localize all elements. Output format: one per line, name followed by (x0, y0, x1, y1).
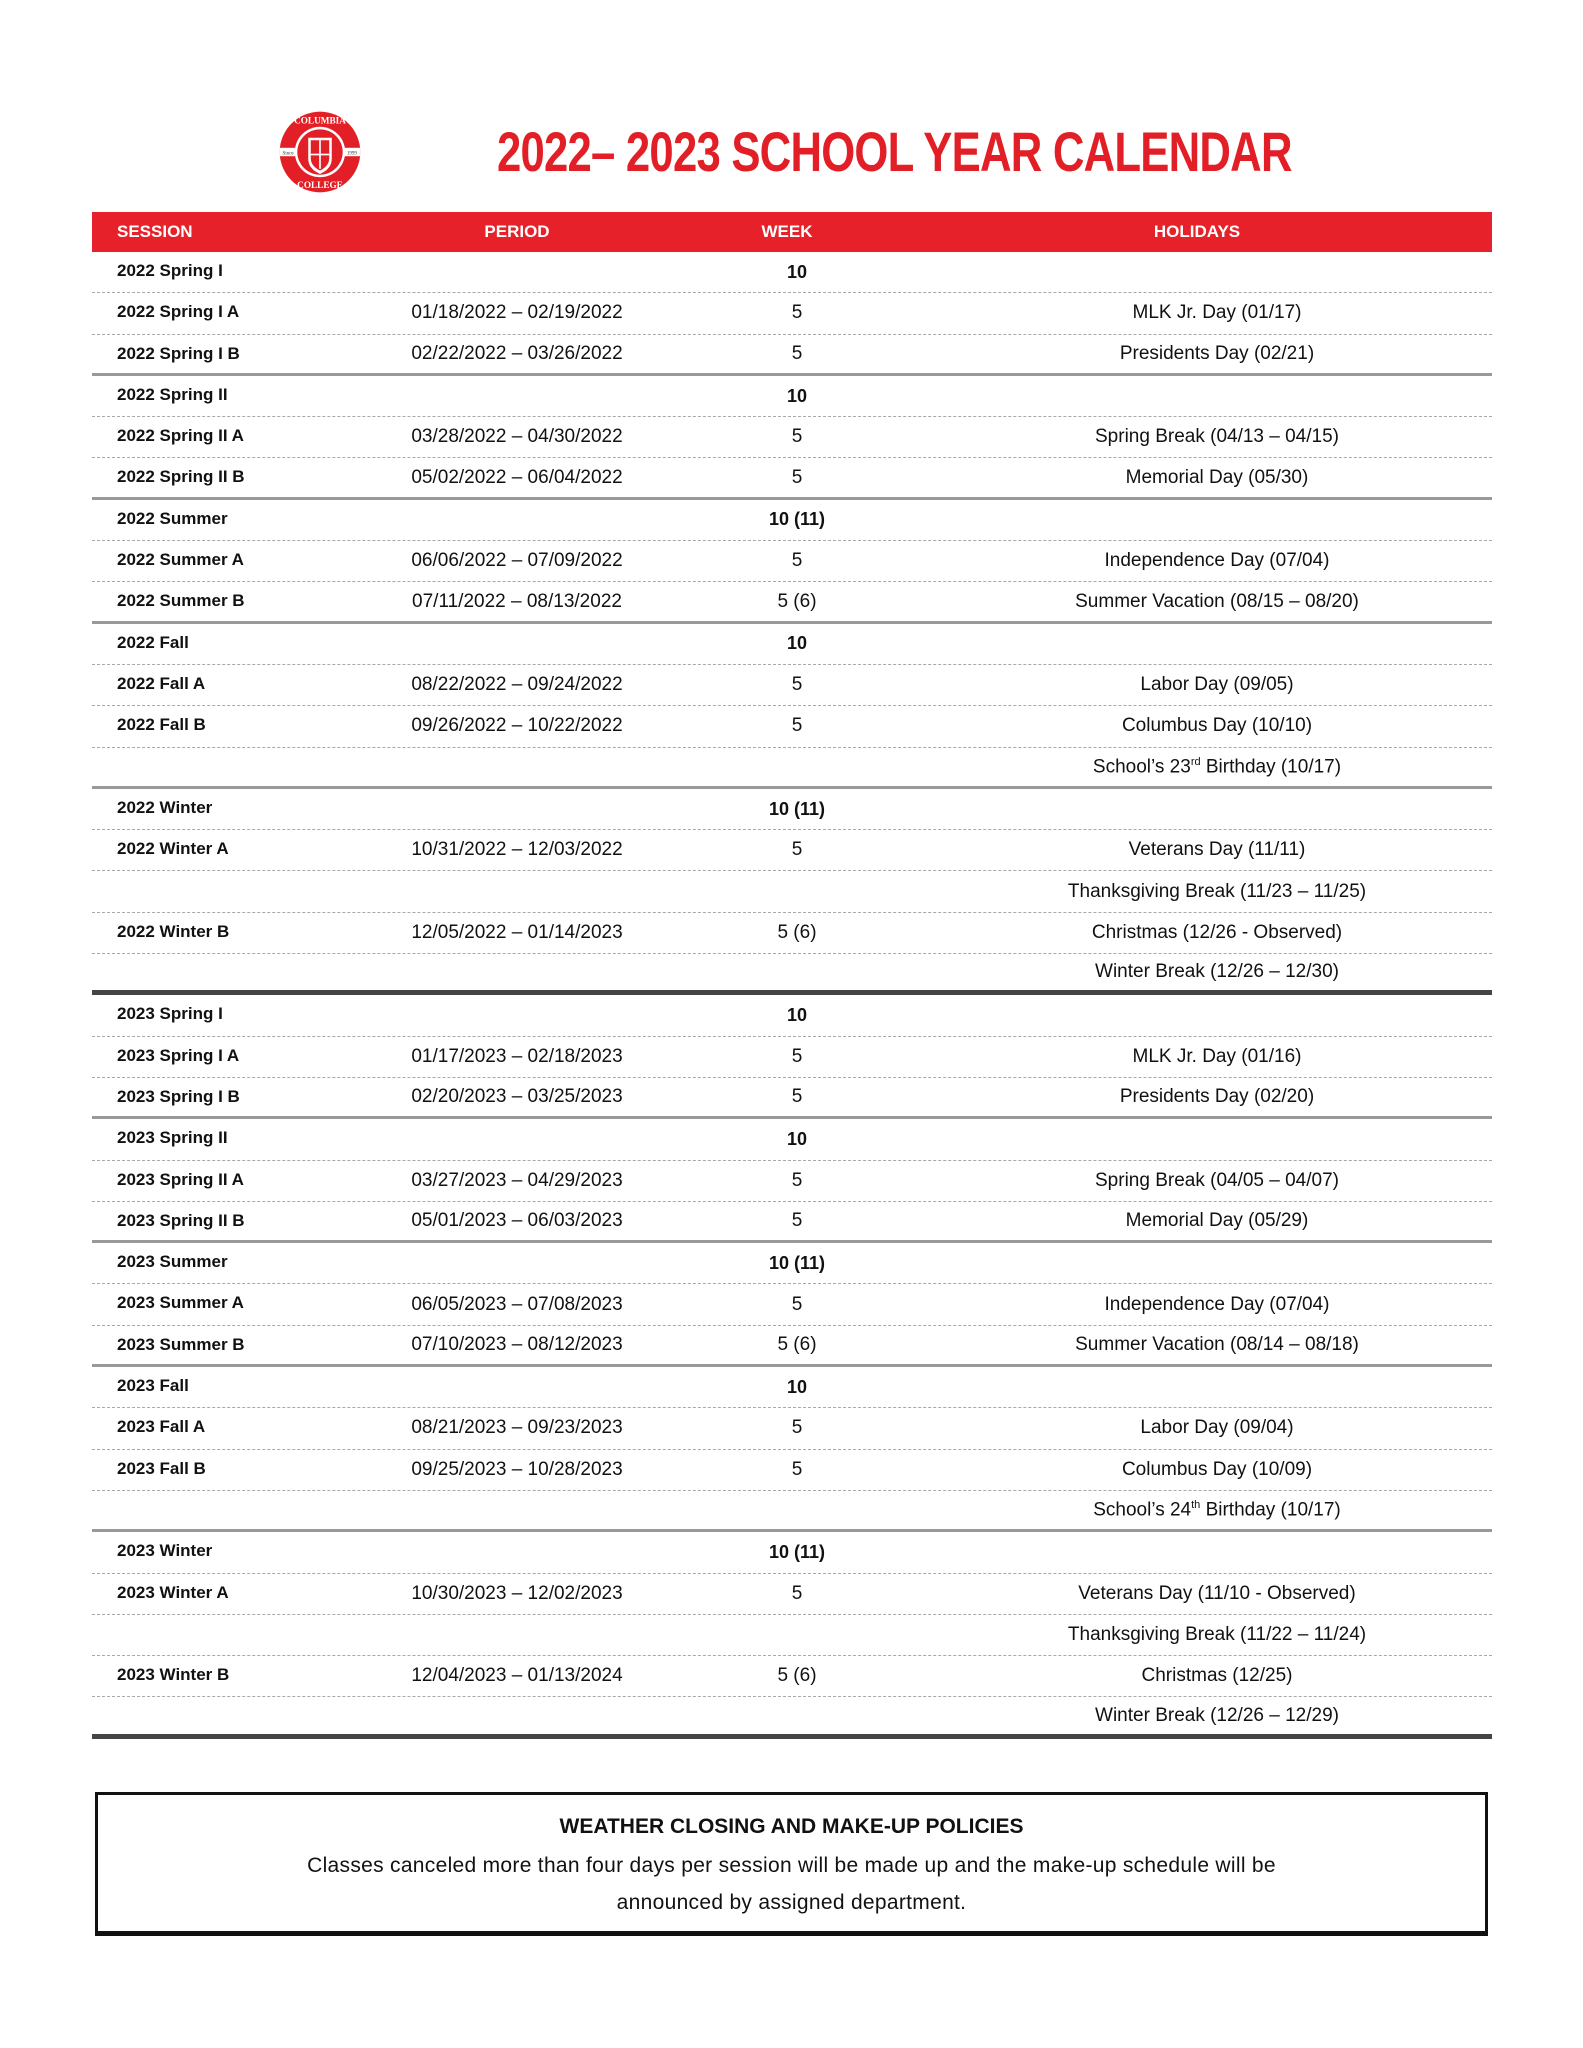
week-cell: 10 (11) (768, 1541, 826, 1562)
session-cell: 2023 Fall B (117, 1458, 206, 1478)
session-cell: 2022 Summer A (117, 550, 244, 570)
table-row (92, 995, 1492, 1036)
period-cell: 07/11/2022 – 08/13/2022 (412, 590, 622, 612)
table-row (92, 376, 1492, 417)
week-cell: 10 (786, 633, 808, 654)
period-cell: 05/01/2023 – 06/03/2023 (411, 1209, 623, 1231)
table-row (92, 500, 1492, 541)
session-cell (92, 1615, 382, 1624)
session-cell: 2023 Summer B (117, 1334, 245, 1354)
column-header-period: PERIOD (484, 222, 550, 241)
table-row (92, 1656, 1492, 1697)
column-header-session: SESSION (117, 222, 193, 241)
week-cell: 10 (11) (768, 798, 826, 819)
table-row (92, 871, 1492, 912)
week-cell: 5 (791, 1086, 803, 1108)
session-cell: 2022 Spring I B (117, 343, 240, 363)
period-cell: 06/05/2023 – 07/08/2023 (411, 1293, 623, 1315)
week-cell: 5 (791, 426, 803, 448)
week-cell: 5 (791, 1458, 803, 1480)
session-cell: 2023 Fall A (117, 1417, 206, 1437)
table-row (92, 624, 1492, 665)
ordinal-suffix: th (1191, 1498, 1201, 1511)
session-cell: 2022 Winter A (117, 839, 229, 859)
holiday-cell: Winter Break (12/26 – 12/30) (1095, 961, 1339, 983)
svg-text:COLUMBIA: COLUMBIA (294, 115, 346, 126)
table-row (92, 1491, 1492, 1532)
table-body (92, 252, 1492, 1739)
period-cell: 08/22/2022 – 09/24/2022 (411, 674, 623, 696)
holiday-cell: MLK Jr. Day (01/16) (1132, 1045, 1302, 1067)
period-cell: 09/25/2023 – 10/28/2023 (411, 1458, 623, 1480)
policy-title: WEATHER CLOSING AND MAKE-UP POLICIES (559, 1815, 1024, 1838)
holiday-cell (942, 1499, 1492, 1521)
period-cell: 10/31/2022 – 12/03/2022 (411, 839, 623, 861)
table-row (92, 293, 1492, 334)
week-cell: 5 (791, 839, 803, 861)
week-cell: 5 (791, 1209, 803, 1231)
week-cell: 5 (791, 1293, 803, 1315)
weather-policy-box (95, 1792, 1488, 1934)
session-cell: 2023 Spring II A (117, 1169, 244, 1189)
week-cell: 5 (6) (777, 1333, 817, 1355)
table-row (92, 1326, 1492, 1367)
policy-text: Classes canceled more than four days per session will be made up and the make-up schedule will be announced by assigned department. (307, 1854, 1276, 1914)
holiday-cell: Thanksgiving Break (11/22 – 11/24) (1067, 1623, 1367, 1645)
holiday-cell: Memorial Day (05/29) (1125, 1209, 1309, 1231)
column-header-holidays: HOLIDAYS (1153, 222, 1241, 241)
calendar-table (92, 212, 1492, 1739)
period-cell: 12/05/2022 – 01/14/2023 (411, 921, 623, 943)
table-row (92, 954, 1492, 995)
session-cell: 2023 Summer A (117, 1293, 244, 1313)
holiday-cell: Christmas (12/26 - Observed) (1091, 921, 1343, 943)
holiday-text-rest: Birthday (10/17) (1200, 1499, 1341, 1521)
week-cell: 5 (791, 1417, 803, 1439)
table-row (92, 582, 1492, 623)
holiday-cell: Thanksgiving Break (11/23 – 11/25) (1067, 880, 1367, 902)
session-cell (92, 954, 382, 963)
table-row (92, 1697, 1492, 1738)
period-cell: 01/18/2022 – 02/19/2022 (411, 302, 623, 324)
table-row (92, 1408, 1492, 1449)
week-cell: 5 (791, 1169, 803, 1191)
holiday-cell: Labor Day (09/05) (1140, 674, 1294, 696)
table-row (92, 541, 1492, 582)
holiday-cell: Memorial Day (05/30) (1125, 466, 1309, 488)
table-row (92, 1615, 1492, 1656)
week-cell: 5 (791, 674, 803, 696)
session-cell: 2023 Spring I B (117, 1086, 240, 1106)
period-cell: 08/21/2023 – 09/23/2023 (411, 1417, 623, 1439)
week-cell: 10 (786, 1376, 808, 1397)
session-cell: 2022 Spring II (117, 384, 228, 404)
session-cell: 2023 Winter (117, 1541, 213, 1561)
table-row (92, 748, 1492, 789)
holiday-cell: Spring Break (04/13 – 04/15) (1095, 426, 1339, 448)
week-cell: 5 (791, 1582, 803, 1604)
session-cell: 2023 Fall (117, 1376, 189, 1396)
session-cell (92, 1491, 382, 1500)
table-row (92, 706, 1492, 747)
holiday-text: School’s 24 (1093, 1499, 1192, 1521)
session-cell: 2023 Winter B (117, 1665, 230, 1685)
svg-text:1999: 1999 (346, 151, 357, 157)
table-row (92, 1119, 1492, 1160)
table-row (92, 1161, 1492, 1202)
session-cell: 2023 Winter A (117, 1582, 229, 1602)
period-cell: 03/28/2022 – 04/30/2022 (411, 426, 623, 448)
table-row (92, 1202, 1492, 1243)
week-cell: 5 (6) (777, 921, 817, 943)
table-row (92, 458, 1492, 499)
table-row (92, 252, 1492, 293)
table-header (92, 212, 1492, 252)
table-row (92, 1284, 1492, 1325)
holiday-cell: Columbus Day (10/09) (1121, 1458, 1313, 1480)
page-title: 2022– 2023 SCHOOL YEAR CALENDAR (497, 120, 1292, 183)
session-cell: 2022 Summer (117, 508, 228, 528)
session-cell: 2022 Fall B (117, 715, 206, 735)
period-cell: 02/22/2022 – 03/26/2022 (411, 342, 623, 364)
week-cell: 10 (786, 385, 808, 406)
session-cell: 2022 Winter B (117, 921, 230, 941)
holiday-text: School’s 23 (1092, 755, 1191, 777)
period-cell: 06/06/2022 – 07/09/2022 (411, 550, 623, 572)
week-cell: 5 (791, 342, 803, 364)
table-row (92, 417, 1492, 458)
holiday-cell (942, 756, 1492, 778)
holiday-cell: Labor Day (09/04) (1140, 1417, 1294, 1439)
table-row (92, 1574, 1492, 1615)
week-cell: 5 (791, 550, 803, 572)
table-row (92, 1367, 1492, 1408)
session-cell: 2023 Spring I (117, 1004, 223, 1024)
holiday-text-rest: Birthday (10/17) (1200, 755, 1342, 777)
session-cell (92, 748, 382, 757)
table-row (92, 1078, 1492, 1119)
holiday-cell: Columbus Day (10/10) (1121, 715, 1313, 737)
holiday-cell: Winter Break (12/26 – 12/29) (1095, 1704, 1339, 1726)
session-cell (92, 1697, 382, 1706)
session-cell: 2022 Spring II B (117, 467, 245, 487)
session-cell: 2022 Fall A (117, 673, 206, 693)
columbia-college-logo (278, 110, 362, 194)
holiday-cell: Summer Vacation (08/14 – 08/18) (1075, 1333, 1359, 1355)
session-cell: 2022 Spring I A (117, 302, 240, 322)
week-cell: 5 (791, 466, 803, 488)
session-cell: 2022 Summer B (117, 591, 245, 611)
table-row (92, 789, 1492, 830)
holiday-cell: Veterans Day (11/11) (1128, 839, 1306, 861)
holiday-cell: MLK Jr. Day (01/17) (1132, 302, 1302, 324)
holiday-cell: Summer Vacation (08/15 – 08/20) (1075, 590, 1359, 612)
table-row (92, 1243, 1492, 1284)
ordinal-suffix: rd (1190, 755, 1201, 768)
svg-text:Since: Since (282, 151, 294, 157)
week-cell: 10 (11) (768, 509, 826, 530)
week-cell: 5 (791, 1045, 803, 1067)
week-cell: 10 (11) (768, 1252, 826, 1273)
period-cell: 10/30/2023 – 12/02/2023 (411, 1582, 623, 1604)
table-row (92, 665, 1492, 706)
holiday-cell: Independence Day (07/04) (1104, 1293, 1330, 1315)
period-cell: 01/17/2023 – 02/18/2023 (411, 1045, 623, 1067)
period-cell: 07/10/2023 – 08/12/2023 (411, 1333, 623, 1355)
session-cell: 2023 Spring I A (117, 1045, 240, 1065)
table-row (92, 1450, 1492, 1491)
table-row (92, 335, 1492, 376)
session-cell: 2023 Spring II B (117, 1210, 245, 1230)
session-cell: 2022 Spring II A (117, 426, 244, 446)
period-cell: 02/20/2023 – 03/25/2023 (411, 1086, 623, 1108)
table-row (92, 1532, 1492, 1573)
session-cell: 2022 Spring I (117, 261, 223, 280)
column-header-week: WEEK (761, 222, 813, 241)
week-cell: 5 (6) (777, 1665, 817, 1687)
period-cell: 03/27/2023 – 04/29/2023 (411, 1169, 623, 1191)
period-cell: 05/02/2022 – 06/04/2022 (411, 466, 623, 488)
table-row (92, 1037, 1492, 1078)
session-cell: 2023 Spring II (117, 1128, 228, 1148)
holiday-cell: Veterans Day (11/10 - Observed) (1078, 1582, 1356, 1604)
week-cell: 5 (6) (777, 590, 817, 612)
week-cell: 10 (786, 1128, 808, 1149)
holiday-cell: Presidents Day (02/21) (1119, 342, 1315, 364)
holiday-cell: Independence Day (07/04) (1104, 550, 1330, 572)
period-cell: 12/04/2023 – 01/13/2024 (411, 1665, 623, 1687)
table-row (92, 830, 1492, 871)
session-cell: 2023 Summer (117, 1252, 228, 1272)
session-cell (92, 871, 382, 880)
week-cell: 5 (791, 302, 803, 324)
holiday-cell: Presidents Day (02/20) (1119, 1086, 1315, 1108)
week-cell: 10 (786, 1004, 808, 1025)
holiday-cell: Christmas (12/25) (1141, 1665, 1293, 1687)
holiday-cell: Spring Break (04/05 – 04/07) (1095, 1169, 1339, 1191)
table-row (92, 913, 1492, 954)
period-cell: 09/26/2022 – 10/22/2022 (411, 715, 623, 737)
week-cell: 10 (786, 261, 808, 282)
week-cell: 5 (791, 715, 803, 737)
session-cell: 2022 Fall (117, 632, 189, 652)
session-cell: 2022 Winter (117, 797, 213, 817)
svg-text:COLLEGE: COLLEGE (297, 180, 343, 191)
